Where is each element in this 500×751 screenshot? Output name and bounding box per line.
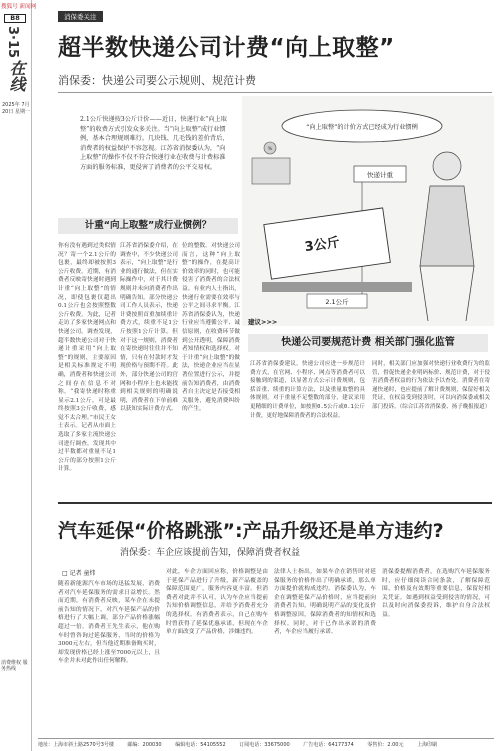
site-logo: 搜狐号 新闻网 — [1, 4, 37, 10]
article-column-c: 位的整数。对快递公司而言，这种“向上取整”的操作，在提高计价效率的同时，也可能侵害了消费者的合法权益。有业内人士指出，快递行业需要在效率与公平之间寻求平衡。江苏省消保委认为，快递行业应当遵循公平、诚信原则，在收费环节做到公开透明，保障消费者知情权和选择权。对于计重“向上取整”的做法，快递企业应当在显著位置进行公示，并提前告知消费者，由消费者自主决定是否接受相关服务，避免消费纠纷的产生。 — [182, 243, 240, 413]
article-column-e: 同时，相关部门应加强对快递行业收费行为的监管，督促快递企业明码标价、规范计费，对于侵害消费者权益的行为依法予以查处。消费者在寄递快递时，也应提前了解计费规则，保留好相关凭证，在权益受到侵害时，可以向消保委或相关部门投诉。（综合江苏省消保委、扬子晚报报道） — [372, 361, 490, 410]
footer-address: 地址：上海市斜土路2570号3号楼 — [38, 742, 114, 748]
weight-value: 2.1公斤 — [325, 298, 349, 306]
percent-label: % — [267, 146, 273, 152]
divider — [58, 92, 492, 93]
footer-subscribe-phone: 订阅电话：33675000 — [239, 742, 290, 748]
illustration — [242, 96, 494, 326]
parcel-box — [252, 158, 290, 184]
scale-reading: 3公斤 — [303, 235, 341, 256]
masthead-title: 3·15 — [5, 26, 20, 59]
article-column-d: 江苏省消保委建议，快递公司应进一步规范计费方式，在官网、小程序、网点等消费者可以接触到的渠道，以显著方式公示计费规则，包括首重、续重的计算方法，以及重量取整的具体规则。对于重量不足整数的部分，建议采用更精细的计费单位，如按照0.5公斤或0.1公斤计费，更好地保障消费者的合法权益。 — [250, 361, 365, 419]
reporter-byline: □ 记者 童炜 — [62, 570, 96, 577]
article-column-f: 随着新能源汽车市场的迅猛发展，消费者对汽车延保服务的需求日益增长。然而近期，有消费者反映，某车企在未提前告知的情况下，对汽车延保产品的价格进行了大幅上调，部分产品价格涨幅超过一倍。消费者王先生表示，他在购车时曾咨询过延保服务，当时的价格为3000元左右，但当他近期准备购买时，却发现价格已经上涨至7000元以上，且车企并未对此作出任何解释。 — [58, 581, 160, 665]
section-divider — [58, 502, 492, 504]
article-column-g: 对此，车企方面回应称，价格调整是由于延保产品进行了升级，新产品覆盖的保障范围更广，服务内容更丰富。但消费者对此并不认可，认为车企应当提前告知价格调整信息，并给予消费者充分的选择权。有消费者表示，自己在购车时曾获得了延保优惠承诺，但现在车企单方面改变了产品价格，涉嫌违约。 — [166, 569, 268, 636]
article-column-i: 消保委提醒消费者，在选购汽车延保服务时，应仔细阅读合同条款，了解保障范围、价格及有效期等重要信息，保留好相关凭证。如遇到权益受到侵害的情况，可以及时向消保委投诉，维护自身合法权益。 — [382, 569, 490, 618]
headline-2: 汽车延保“价格跳涨”:产品升级还是单方违约? — [58, 520, 444, 542]
masthead-lower-text: 消费维权 服务热线 — [1, 660, 28, 672]
issue-date: 2025年 7月20日 星期一 — [2, 102, 30, 115]
suggestion-label: 建议>>> — [248, 318, 278, 326]
footer-ad-phone: 广告电话：64177374 — [303, 742, 354, 748]
masthead-brand: 在线 — [7, 60, 26, 92]
subheadline: 消保委：快递公司要公示规则、规范计费 — [58, 74, 256, 87]
footer — [38, 738, 494, 748]
scale-platform — [262, 282, 412, 292]
article-column-b: 江苏省消保委介绍，在调查中，不少快递公司表示，“向上取整”是行业的通行做法，但在实际操作中，对于其计费规则并未向消费者作出明确告知。部分快递公司工作人员表示，快递计费按照首重加续重计费方式，续重不足1公斤按照1公斤计算。但对于这一规则，消费者在寄快递时往往并不知情，只有在付款时才发现价格与预期不符。此外，部分快递公司的官网和小程序上也未能找到相关规则的明确说明，消费者在下单前难以获知实际计费方式。 — [120, 243, 178, 413]
sign-text: 快递计重 — [367, 171, 393, 179]
lead-paragraph: 2.1公斤快递按3公斤计价——近日，快递行业“向上取整”的收费方式引发众多关注。当“向上取整”成行业惯例，基本合理规则难行。几块钱、几毛钱的差价背后，消费者的权益保护不容忽视。江苏省消保委认为，“向上取整”的操作不仅不符合快递行业在收费与计费标准方面的服务标准，更侵害了消费者的公平交易权。 — [80, 116, 229, 171]
article-column-a: 你有没有遇到过类似情况？寄一个2.1公斤的包裹，最终却被按照3公斤收费。近期，有消费者反映寄快递时遇到计重“向上取整”的情况，即使包裹仅超出0.1公斤也会按照整数公斤收费。为此，记者走访了多家快递网点和快递公司。调查发现，超半数快递公司对于快递计重采用“向上取整”的规则，主要原因是相关标准规定不明确，消费者和快递公司之间存在信息不对称。“我寄快递时称重显示2.1公斤，可是最终按照3公斤收费，感觉不太合理。”市民王女士表示。记者从市面上选取了多家主流快递公司进行调查，发现其中过半数都对重量不足1公斤的部分按照1公斤计算。 — [58, 243, 116, 473]
subheadline-2: 消保委：车企应该提前告知，保障消费者权益 — [120, 548, 301, 558]
masthead — [0, 0, 37, 751]
section-title-2: 快递公司要规范计费 相关部门强化监管 — [248, 334, 488, 352]
footer-edit-phone: 编辑电话：54105552 — [175, 742, 226, 748]
footer-zip: 邮编：200030 — [127, 742, 162, 748]
headline: 超半数快递公司计费“向上取整” — [58, 35, 395, 61]
footer-price: 零售价：2.00元 — [367, 742, 404, 748]
courier-head — [433, 152, 461, 180]
section-tag: 消保委关注 — [58, 11, 103, 22]
page-number: B8 — [4, 14, 26, 23]
article-column-h: 法律人士指出，如果车企在销售时对延保服务的价格作出了明确承诺，那么单方面提价就构成违约。消保委认为，车企在调整延保产品价格时，应当提前向消费者告知，明确说明产品的变化及价格调整原因，保障消费者的知情权和选择权。同时，对于已作出承诺的消费者，车企应当履行承诺。 — [274, 569, 376, 636]
section-title-1: 计重“向上取整”成行业惯例？ — [58, 218, 238, 234]
footer-printer: 上海印刷 — [417, 742, 438, 748]
speech-bubble-text: “向上取整”的计价方式已经成为行业惯例 — [306, 124, 418, 131]
